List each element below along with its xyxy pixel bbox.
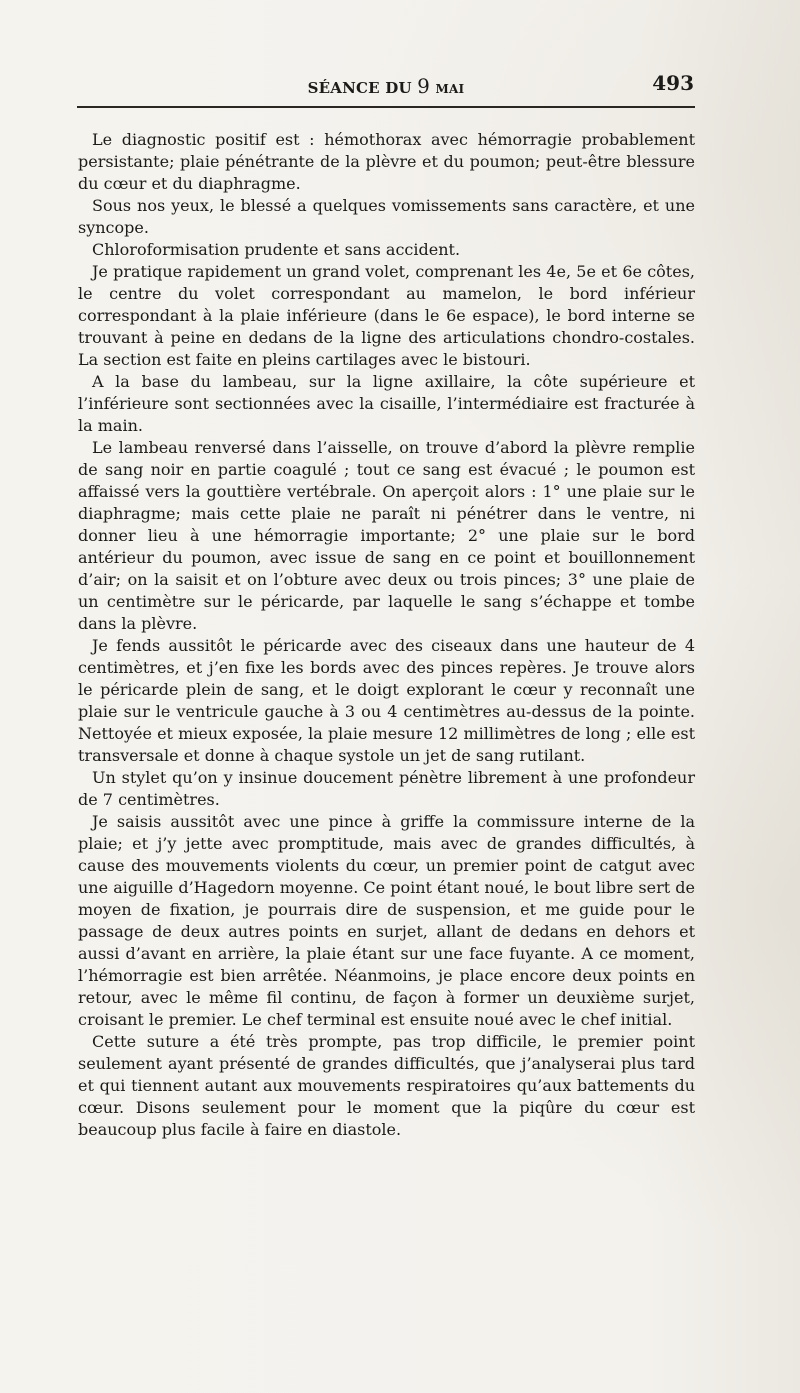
paragraph-8: Un stylet qu’on y insinue doucement pénètre librement à une profondeur de 7 centimètres. bbox=[78, 768, 695, 809]
page-number: 493 bbox=[652, 71, 694, 95]
paragraph-5: A la base du lambeau, sur la ligne axillaire, la côte supérieure et l’inférieure sont sectionnées avec la cisaille, l’intermédiaire est fracturée à la main. bbox=[78, 372, 695, 435]
paragraph-4: Je pratique rapidement un grand volet, comprenant les 4e, 5e et 6e côtes, le centre du volet correspondant au mamelon, le bord inférieur correspondant à la plaie inférieure (dans le 6e espace), le bord interne se trouvant à peine en dedans de la ligne des articulations chondro-costales. La section est faite en pleins cartilages avec le bistouri. bbox=[78, 262, 695, 369]
paragraph-9: Je saisis aussitôt avec une pince à griffe la commissure interne de la plaie; et j’y jette avec promptitude, mais avec de grandes difficultés, à cause des mouvements violents du cœur, un premier point de catgut avec une aiguille d’Hagedorn moyenne. Ce point étant noué, le bout libre sert de moyen de fixation, je pourrais dire de suspension, et me guide pour le passage de deux autres points en surjet, allant de dedans en dehors et aussi d’avant en arrière, la plaie étant sur une face fuyante. A ce moment, l’hémorragie est bien arrêtée. Néanmoins, je place encore deux points en retour, avec le même fil continu, de façon à former un deuxième surjet, croisant le premier. Le chef terminal est ensuite noué avec le chef initial. bbox=[78, 812, 695, 1029]
running-head-prefix: SÉANCE DU bbox=[307, 79, 412, 97]
running-head-day: 9 bbox=[417, 74, 431, 98]
paragraph-10: Cette suture a été très prompte, pas trop difficile, le premier point seulement ayant présenté de grandes difficultés, que j’analyserai plus tard et qui tiennent autant aux mouvements respiratoires qu’aux battements du cœur. Disons seulement pour le moment que la piqûre du cœur est beaucoup plus facile à faire en diastole. bbox=[78, 1032, 695, 1139]
running-head bbox=[78, 74, 694, 98]
body-text bbox=[78, 129, 695, 1141]
paragraph-2: Sous nos yeux, le blessé a quelques vomissements sans caractère, et une syncope. bbox=[78, 196, 695, 237]
paragraph-1: Le diagnostic positif est : hémothorax avec hémorragie probablement persistante; plaie pénétrante de la plèvre et du poumon; peut-être blessure du cœur et du diaphragme. bbox=[78, 130, 695, 193]
header-rule bbox=[77, 106, 695, 108]
paragraph-3: Chloroformisation prudente et sans accident. bbox=[92, 240, 461, 259]
paragraph-6: Le lambeau renversé dans l’aisselle, on trouve d’abord la plèvre remplie de sang noir en partie coagulé ; tout ce sang est évacué ; le poumon est affaissé vers la gouttière vertébrale. On aperçoit alors : 1° une plaie sur le diaphragme; mais cette plaie ne paraît ni pénétrer dans le ventre, ni donner lieu à une hémorragie importante; 2° une plaie sur le bord antérieur du poumon, avec issue de sang en ce point et bouillonnement d’air; on la saisit et on l’obture avec deux ou trois pinces; 3° une plaie de un centimètre sur le péricarde, par laquelle le sang s’échappe et tombe dans la plèvre. bbox=[78, 438, 695, 633]
running-head-month: MAI bbox=[435, 82, 465, 96]
paragraph-7: Je fends aussitôt le péricarde avec des ciseaux dans une hauteur de 4 centimètres, et j’en fixe les bords avec des pinces repères. Je trouve alors le péricarde plein de sang, et le doigt explorant le cœur y reconnaît une plaie sur le ventricule gauche à 3 ou 4 centimètres au-dessus de la pointe. Nettoyée et mieux exposée, la plaie mesure 12 millimètres de long ; elle est transversale et donne à chaque systole un jet de sang rutilant. bbox=[78, 636, 695, 765]
page-header bbox=[78, 70, 694, 100]
